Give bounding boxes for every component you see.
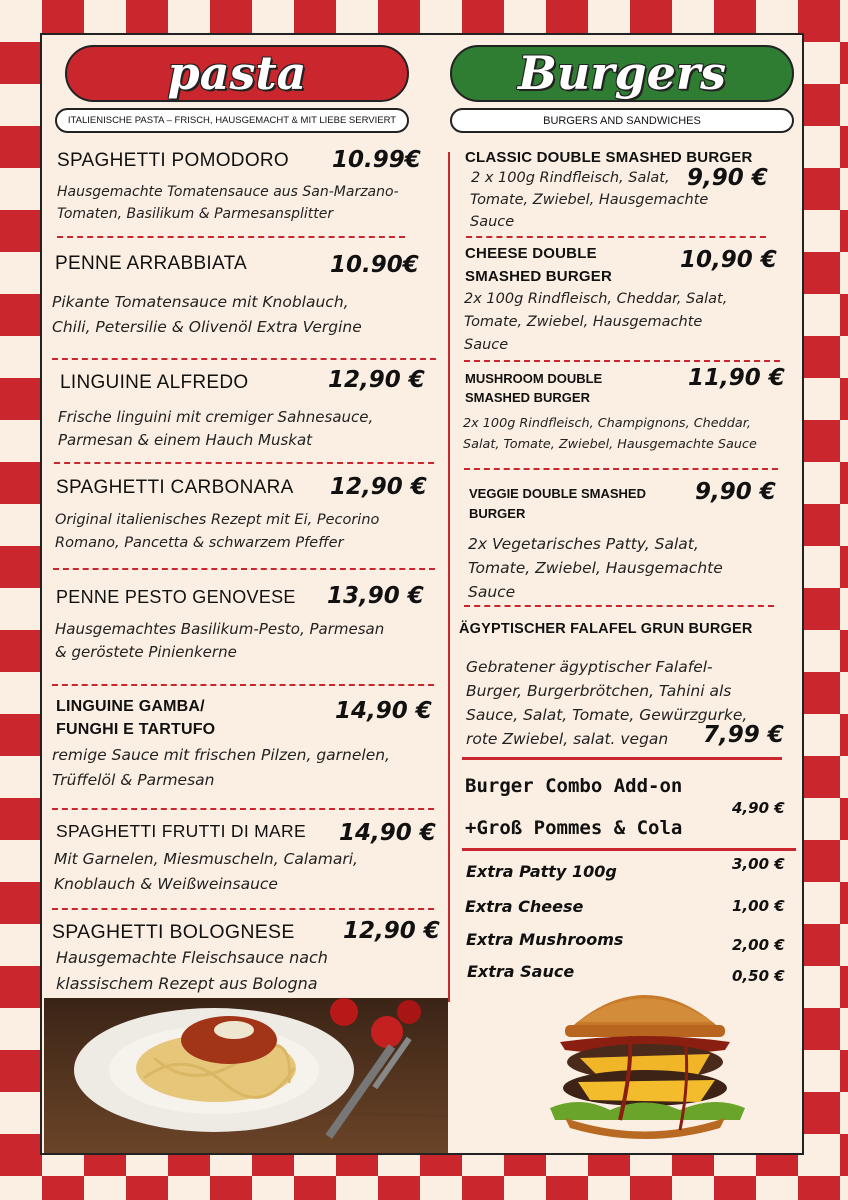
pasta-item-price: 14,90 € <box>339 820 436 846</box>
burgers-title: Burgers <box>517 46 727 100</box>
burger-item-price: 9,90 € <box>695 479 776 505</box>
divider <box>53 568 435 570</box>
combo-line1: Burger Combo Add-on <box>465 775 683 797</box>
burger-item-name: ÄGYPTISCHER FALAFEL GRUN BURGER <box>459 621 753 637</box>
extra-price: 3,00 € <box>732 855 785 873</box>
pasta-item-name: SPAGHETTI CARBONARA <box>56 477 294 498</box>
pasta-item-desc: Tomaten, Basilikum & Parmesansplitter <box>57 206 334 222</box>
pasta-item-name: PENNE ARRABBIATA <box>55 253 248 274</box>
divider <box>52 358 436 360</box>
burger-item-desc: Salat, Tomate, Zwiebel, Hausgemachte Sauce <box>463 437 757 452</box>
burger-item-desc: Gebratener ägyptischer Falafel- <box>466 658 713 676</box>
pasta-item-price: 12,90 € <box>328 367 425 393</box>
pasta-title: pasta <box>167 46 307 100</box>
pasta-item-desc: Hausgemachte Fleischsauce nach <box>56 948 328 967</box>
pasta-item-name: FUNGHI E TARTUFO <box>56 721 216 738</box>
pasta-item-desc: remige Sauce mit frischen Pilzen, garnelen, <box>52 746 390 764</box>
burger-item-price: 7,99 € <box>703 722 784 748</box>
burger-item-name: CHEESE DOUBLE <box>465 245 597 262</box>
burger-item-desc: Burger, Burgerbrötchen, Tahini als <box>466 682 732 700</box>
extra-price: 1,00 € <box>732 897 785 915</box>
divider <box>462 848 796 851</box>
burger-item-price: 11,90 € <box>688 365 785 391</box>
burger-item-desc: Tomate, Zwiebel, Hausgemachte <box>470 192 709 208</box>
pasta-item-name: PENNE PESTO GENOVESE <box>56 587 296 607</box>
pasta-item-name: SPAGHETTI FRUTTI DI MARE <box>56 821 306 841</box>
burger-item-name: SMASHED BURGER <box>465 390 590 405</box>
burger-photo <box>520 970 770 1150</box>
pasta-item-desc: Hausgemachtes Basilikum-Pesto, Parmesan <box>55 620 385 638</box>
pasta-item-price: 12,90 € <box>343 918 440 944</box>
pasta-item-name: LINGUINE GAMBA/ <box>56 698 205 715</box>
divider <box>462 757 782 760</box>
extra-name: Extra Mushrooms <box>466 930 624 949</box>
burgers-subtitle: BURGERS AND SANDWICHES <box>450 108 794 133</box>
pasta-item-desc: Romano, Pancetta & schwarzem Pfeffer <box>55 535 344 551</box>
burger-item-desc: 2x Vegetarisches Patty, Salat, <box>468 535 699 553</box>
divider <box>52 808 434 810</box>
extra-name: Extra Sauce <box>467 962 575 981</box>
combo-price: 4,90 € <box>732 799 785 817</box>
extra-price: 0,50 € <box>732 967 785 985</box>
pasta-item-price: 12,90 € <box>330 474 427 500</box>
burger-item-name: SMASHED BURGER <box>465 268 612 285</box>
burger-item-desc: Sauce <box>464 337 509 353</box>
pasta-item-price: 13,90 € <box>327 583 424 609</box>
pasta-header <box>65 45 409 102</box>
pasta-item-price: 10.90€ <box>330 252 419 278</box>
pasta-item-desc: Pikante Tomatensauce mit Knoblauch, <box>52 293 349 311</box>
extra-name: Extra Patty 100g <box>466 862 617 881</box>
pasta-item-price: 10.99€ <box>332 147 421 173</box>
pasta-item-desc: Hausgemachte Tomatensauce aus San-Marzano- <box>57 184 399 200</box>
pasta-item-price: 14,90 € <box>335 698 432 724</box>
burger-item-desc: Tomate, Zwiebel, Hausgemachte <box>468 559 723 577</box>
column-divider <box>448 152 450 1002</box>
burger-item-name: VEGGIE DOUBLE SMASHED <box>469 486 646 501</box>
burger-item-desc: Sauce <box>468 583 516 601</box>
pasta-item-desc: Frische linguini mit cremiger Sahnesauce, <box>58 408 374 426</box>
burger-item-desc: Sauce, Salat, Tomate, Gewürzgurke, <box>466 706 748 724</box>
extra-name: Extra Cheese <box>465 897 584 916</box>
burgers-header <box>450 45 794 102</box>
pasta-item-name: SPAGHETTI BOLOGNESE <box>52 921 295 943</box>
divider <box>52 908 434 910</box>
pasta-item-desc: Original italienisches Rezept mit Ei, Pecorino <box>55 512 380 528</box>
pasta-item-desc: Parmesan & einem Hauch Muskat <box>58 431 313 449</box>
pasta-item-desc: klassischem Rezept aus Bologna <box>56 974 318 993</box>
pasta-item-name: LINGUINE ALFREDO <box>60 372 249 393</box>
pasta-item-desc: Mit Garnelen, Miesmuscheln, Calamari, <box>54 850 358 868</box>
divider <box>57 236 405 238</box>
pasta-item-desc: Chili, Petersilie & Olivenöl Extra Vergine <box>52 318 362 336</box>
burger-item-desc: 2x 100g Rindfleisch, Champignons, Cheddar, <box>463 416 751 431</box>
pasta-item-desc: Knoblauch & Weißweinsauce <box>54 875 278 893</box>
spaghetti-photo <box>44 998 448 1153</box>
pasta-item-desc: & geröstete Pinienkerne <box>55 643 237 661</box>
divider <box>54 462 434 464</box>
burger-item-desc: Sauce <box>470 214 515 230</box>
burger-item-name: CLASSIC DOUBLE SMASHED BURGER <box>465 149 753 166</box>
extra-price: 2,00 € <box>732 936 785 954</box>
burger-item-price: 9,90 € <box>687 165 768 191</box>
burger-item-price: 10,90 € <box>680 247 777 273</box>
burger-item-name: BURGER <box>469 506 526 521</box>
combo-line2: +Groß Pommes & Cola <box>465 817 683 839</box>
burger-item-desc: rote Zwiebel, salat. vegan <box>466 730 669 748</box>
burger-item-desc: 2 x 100g Rindfleisch, Salat, <box>471 170 670 186</box>
divider <box>52 684 434 686</box>
burger-item-name: MUSHROOM DOUBLE <box>465 371 603 386</box>
divider <box>464 360 780 362</box>
divider <box>464 468 778 470</box>
pasta-item-name: SPAGHETTI POMODORO <box>57 150 290 171</box>
pasta-item-desc: Trüffelöl & Parmesan <box>52 771 215 789</box>
burger-item-desc: Tomate, Zwiebel, Hausgemachte <box>464 314 703 330</box>
divider <box>464 605 774 607</box>
divider <box>466 236 766 238</box>
pasta-subtitle: ITALIENISCHE PASTA – FRISCH, HAUSGEMACHT & MIT LIEBE SERVIERT <box>55 108 409 133</box>
burger-item-desc: 2x 100g Rindfleisch, Cheddar, Salat, <box>464 291 728 307</box>
